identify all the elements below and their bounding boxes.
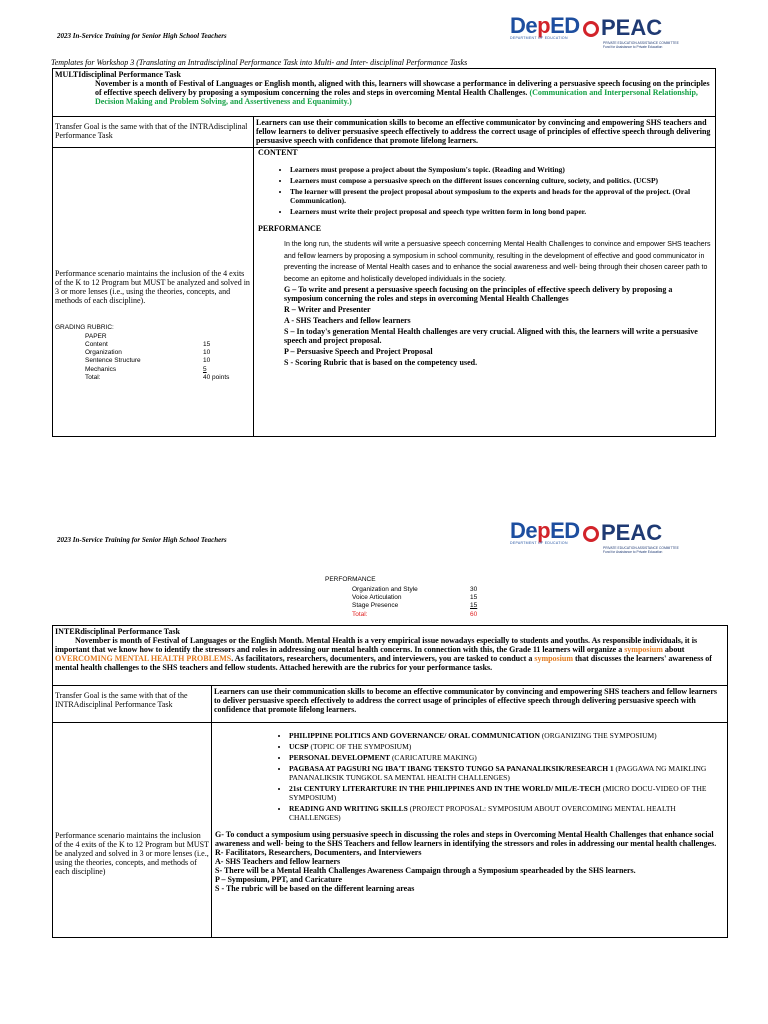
rubric-row: Sentence Structure 10 [85, 357, 211, 365]
rubric-row: Total: 40 points [85, 373, 230, 381]
list-item: • PHILIPPINE POLITICS AND GOVERNANCE/ ORAL COMMUNICATION (ORGANIZING THE SYMPOSIUM) [289, 731, 724, 740]
grasps-list: G – To write and present a persuasive speech focusing on the principles of effective speech delivery by proposing a symposium concerning the roles and steps in overcoming Mental Health Challenges R – Writer and Presenter A - SHS Teachers and fellow learners S – In today's generation Mental Health challenges are very crucial. Aligned with this, the learners will write a persuasive speech and project proposal. P – Persuasive Speech and Project Proposal S - Scoring Rubric that is based on the competency used. [284, 285, 698, 367]
scenario-right: CONTENT • Learners must propose a project about the Symposium's topic. (Reading and Writing) • Learners must compose a persuasive speech on the different issues concerning culture, society, and politics. (UCSP) • The learner will present the project proposal about symposium to the experts and heads for the approval of the project. (Oral Communication). • Learners must write their project proposal and speech type written form in long bond paper. PERFORMANCE In the long run, the students will write a persuasive speech concerning Mental Health Challenges to convince and empower SHS teachers and fellow learners by proposing a symposium in school community, resulting in the development of effective and good communicator in preventing the increase of Mental Health cases and to enhance the social awareness and well- being through their chosen career path to become an epitome and holistically developed individuals in the society. G – To write and present a persuasive speech focusing on the principles of effective speech delivery by proposing a symposium concerning the roles and steps in overcoming Mental Health Challenges R – Writer and Presenter A - SHS Teachers and fellow learners S – In today's generation Mental Health challenges are very crucial. Aligned with this, the learners will write a persuasive speech and project proposal. P – Persuasive Speech and Project Proposal S - Scoring Rubric that is based on the competency used. [254, 148, 716, 437]
transfer-goal-right: Learners can use their communication skills to become an effective communicator by convincing and empowering SHS teachers and fellow learners to deliver persuasive speech effectively to address the correct usage of principles of effective speech through delivering persuasive speech with confidence that promote lifelong learners. [212, 686, 728, 723]
transfer-goal-left: Transfer Goal is the same with that of the INTRAdisciplinal Performance Task [53, 686, 212, 723]
rubric-row: Organization and Style 30 [352, 586, 478, 593]
deped-logo: DepED DEPARTMENT OF EDUCATION [510, 518, 580, 545]
list-item: • PERSONAL DEVELOPMENT (CARICATURE MAKING) [289, 753, 724, 762]
inter-task-title: INTERdisciplinal Performance Task [55, 627, 180, 636]
list-item: • 21st CENTURY LITERARTURE IN THE PHILIPPINES AND IN THE WORLD/ MIL/E-TECH (MICRO DOCU-VIDEO OF THE SYMPOSIUM) [289, 784, 724, 802]
page2-table [52, 625, 728, 938]
list-item: • READING AND WRITING SKILLS (PROJECT PROPOSAL: SYMPOSIUM ABOUT OVERCOMING MENTAL HEALTH CHALLENGES) [289, 804, 724, 822]
subject-list [215, 731, 724, 822]
content-list [258, 165, 711, 216]
peac-logo: PEAC PRIVATE EDUCATION ASSISTANCE COMMITTEE Fund for Assistance to Private Education [583, 15, 679, 49]
rubric-row: Organization 10 [85, 349, 211, 357]
rubric-row: Mechanics 5 [85, 365, 207, 373]
rubric-row: Voice Articulation 15 [352, 594, 478, 602]
list-item: • The learner will present the project proposal about symposium to the experts and heads for the approval of the project. (Oral Communication). [290, 187, 711, 205]
page2-header-text: 2023 In-Service Training for Senior High School Teachers [57, 536, 227, 544]
peac-ring-icon [583, 526, 599, 542]
list-item: • Learners must write their project proposal and speech type written form in long bond paper. [290, 207, 711, 216]
deped-logo: DepED DEPARTMENT OF EDUCATION [510, 13, 580, 40]
multi-task-text: November is a month of Festival of Languages or English month, aligned with this, learners will showcase a performance in delivering a persuasive speech focusing on the principles of effective speech delivery by proposing a symposium concerning the roles and steps in overcoming Mental Health Challenges. (Communication and Interpersonal Relationship, Decision Making and Problem Solving, and Assertiveness and Equanimity.) [95, 79, 710, 106]
rubric-row: Content 15 [85, 341, 211, 348]
peac-logo: PEAC PRIVATE EDUCATION ASSISTANCE COMMITTEE Fund for Assistance to Private Education [583, 520, 679, 554]
perf-heading: PERFORMANCE [325, 576, 376, 583]
scenario-left: Performance scenario maintains the inclusion of the 4 exits of the K to 12 Program but MUST be analyzed and solved in 3 or more lenses (i.e., using the theories, concepts, and methods of each discipline) [53, 723, 212, 938]
inter-task-text: November is month of Festival of Languages or the English Month. Mental Health is a very empirical issue nowadays especially to students and youths. As responsible individuals, it is important that we know how to identify the stressors and roles in addressing our mental health concerns. In connection with this, the Grade 11 learners will organize a symposium about OVERCOMING MENTAL HEALTH PROBLEMS. As facilitators, researchers, documenters, and interviewers, you are tasked to conduct a symposium that discusses the learners' awareness of mental health challenges to the SHS teachers and fellow students. Attached herewith are the rubrics for your performance tasks. [55, 636, 712, 672]
peac-ring-icon [583, 21, 599, 37]
rubric-row: Total: 60 [352, 610, 478, 618]
grasps-list: G- To conduct a symposium using persuasive speech in discussing the roles and steps in Overcoming Mental Health Challenges that enhance social awareness and well- being to the SHS Teachers and fellow learners in identifying the stressors and roles in addressing our mental health challenges. R- Facilitators, Researchers, Documenters, and Interviewers A- SHS Teachers and fellow learners S- There will be a Mental Health Challenges Awareness Campaign through a Symposium spearheaded by the SHS learners. P – Symposium, PPT, and Caricature S - The rubric will be based on the different learning areas [215, 830, 717, 893]
grading-rubric: GRADING RUBRIC: PAPER Content 15 Organization 10 Sentence Structure 10 Mechanics 5 Total: 40 points [55, 323, 251, 382]
perf-rubric [352, 586, 477, 619]
template-title: Templates for Workshop 3 (Translating an Intradisciplinal Performance Task into Multi- and Inter- disciplinal Performance Tasks [51, 58, 468, 67]
transfer-goal-right: Learners can use their communication skills to become an effective communicator by convincing and empowering SHS teachers and fellow learners to deliver persuasive speech effectively to address the correct usage of principles of effective speech through delivering persuasive speech with confidence that promote lifelong learners. [254, 117, 716, 148]
scenario-left: Performance scenario maintains the inclusion of the 4 exits of the K to 12 Program but MUST be analyzed and solved in 3 or more lenses (i.e., using the theories, concepts, and methods of each discipline). GRADING RUBRIC: PAPER Content 15 Organization 10 Sentence Structure 10 Mechanics 5 Total: 40 points [53, 148, 254, 437]
list-item: • PAGBASA AT PAGSURI NG IBA'T IBANG TEKSTO TUNGO SA PANANALIKSIK/RESEARCH 1 (PAGGAWA NG MAIKLING PANANALIKSIK TUNGKOL SA MENTAL HEALTH CHALLENGES) [289, 764, 724, 782]
page1-header-text: 2023 In-Service Training for Senior High School Teachers [57, 32, 227, 40]
scenario-right [212, 723, 728, 938]
rubric-row: Stage Presence 15 [352, 602, 478, 610]
inter-task-cell [53, 626, 728, 686]
performance-text: In the long run, the students will write a persuasive speech concerning Mental Health Challenges to convince and empower SHS teachers and fellow learners by proposing a symposium in school community, resulting in the development of effective and good communicator in preventing the increase of Mental Health cases and to enhance the social awareness and well- being through their chosen career path to become an epitome and holistically developed individuals in the society. [284, 241, 711, 283]
multi-task-cell [53, 69, 716, 117]
list-item: • Learners must propose a project about the Symposium's topic. (Reading and Writing) [290, 165, 711, 174]
multi-task-title: MULTIdisciplinal Performance Task [55, 70, 181, 79]
list-item: • UCSP (TOPIC OF THE SYMPOSIUM) [289, 742, 724, 751]
page1-table [52, 68, 716, 437]
transfer-goal-left: Transfer Goal is the same with that of the INTRAdisciplinal Performance Task [53, 117, 254, 148]
list-item: • Learners must compose a persuasive speech on the different issues concerning culture, society, and politics. (UCSP) [290, 176, 711, 185]
